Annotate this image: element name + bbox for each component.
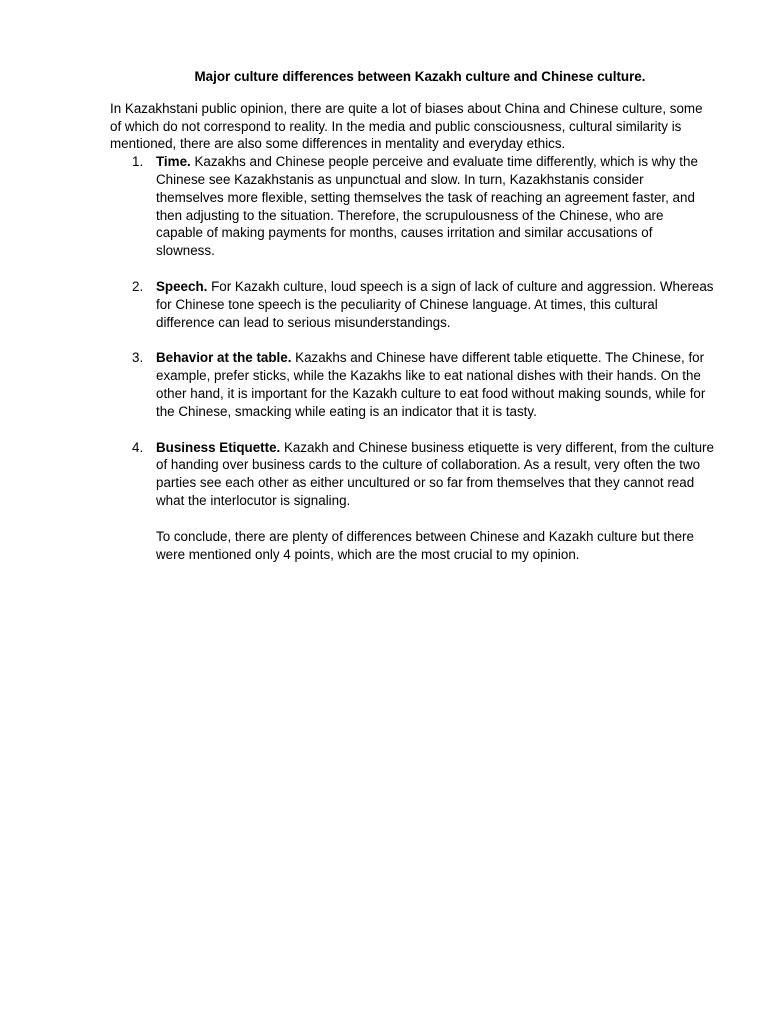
list-item-text: Kazakhs and Chinese have different table etiquette. The Chinese, for example, prefer sticks, while the Kazakhs like to eat national dishes with their hands. On the other hand, it is important for the Kazakh culture to eat food without making sounds, while for the Chinese, smacking while eating is an indicator that it is tasty. [156,350,706,419]
list-item-number: 2. [132,278,144,294]
document-page [110,68,714,563]
list-item-number: 3. [132,350,144,366]
list-item-speech [110,278,714,331]
conclusion-paragraph: To conclude, there are plenty of differences between Chinese and Kazakh culture but there were mentioned only 4 points, which are the most crucial to my opinion. [156,528,694,562]
intro-paragraph: In Kazakhstani public opinion, there are quite a lot of biases about China and Chinese culture, some of which do not correspond to reality. In the media and public consciousness, cultural similarity is mentioned, there are also some differences in mentality and everyday ethics. [110,100,703,152]
list-item-term: Speech. [156,278,208,294]
list-item-text: Kazakhs and Chinese people perceive and evaluate time differently, which is why the Chinese see Kazakhstanis as unpunctual and slow. In turn, Kazakhstanis consider themselves more flexible, setting themselves the task of reaching an agreement faster, and then adjusting to the situation. Therefore, the scrupulousness of the Chinese, who are capable of making payments for months, causes irritation and similar accusations of slowness. [156,154,698,259]
list-item-term: Behavior at the table. [156,350,292,366]
list-item-text: Kazakh and Chinese business etiquette is very different, from the culture of handing over business cards to the culture of collaboration. As a result, very often the two parties see each other as either uncultured or so far from themselves that they cannot read what the interlocutor is signaling. [156,439,714,508]
list-item-behavior-at-table [110,349,714,420]
list-item-number: 4. [132,439,144,455]
differences-list [110,153,714,510]
list-item-term: Time. [156,154,191,170]
list-item-number: 1. [132,154,144,170]
list-item-text: For Kazakh culture, loud speech is a sign of lack of culture and aggression. Whereas for Chinese tone speech is the peculiarity of Chinese language. At times, this cultural difference can lead to serious misunderstandings. [156,278,714,330]
document-title: Major culture differences between Kazakh culture and Chinese culture. [194,69,646,84]
list-item-time [110,153,714,260]
list-item-term: Business Etiquette. [156,439,281,455]
list-item-business-etiquette [110,439,714,510]
